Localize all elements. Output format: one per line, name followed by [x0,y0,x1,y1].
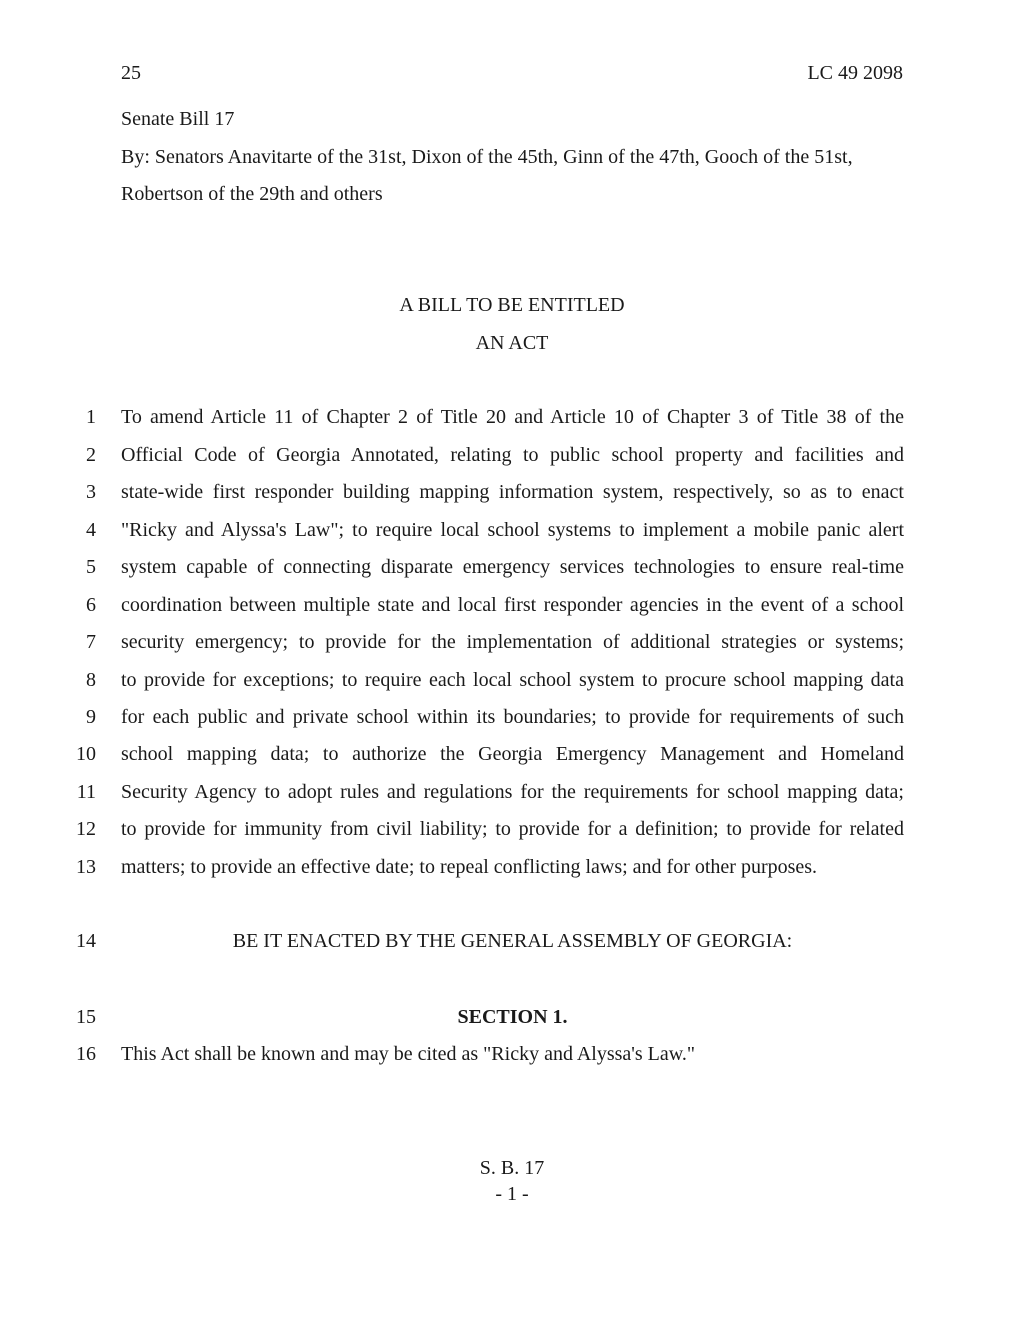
line-text: for each public and private school within its boundaries; to provide for requirements of such [121,706,904,728]
body-line [0,594,1024,620]
section-heading: SECTION 1. [457,1006,568,1028]
body-line [0,519,1024,545]
line-number: 15 [76,1006,96,1028]
line-text: system capable of connecting disparate emergency services technologies to ensure real-time [121,556,904,578]
section-heading-line [0,1006,1024,1032]
body-line [0,818,1024,844]
line-number: 13 [76,856,96,878]
line-number: 16 [76,1043,96,1065]
line-number: 6 [86,594,96,616]
line-number: 1 [86,406,96,428]
line-number: 10 [76,743,96,765]
line-number: 14 [76,930,96,952]
line-text: Official Code of Georgia Annotated, relating to public school property and facilities and [121,444,904,466]
body-line [0,1043,1024,1069]
line-text: Security Agency to adopt rules and regulations for the requirements for school mapping data; [121,781,904,803]
body-line [0,669,1024,695]
line-number: 3 [86,481,96,503]
line-text: This Act shall be known and may be cited as "Ricky and Alyssa's Law." [121,1043,696,1065]
bill-sponsors-line-2: Robertson of the 29th and others [121,183,383,205]
body-line [0,631,1024,657]
footer-page-number: - 1 - [495,1183,529,1205]
body-line [0,706,1024,732]
body-line [0,406,1024,432]
line-number: 7 [86,631,96,653]
enacting-clause: BE IT ENACTED BY THE GENERAL ASSEMBLY OF GEORGIA: [232,930,793,952]
line-text: school mapping data; to authorize the Georgia Emergency Management and Homeland [121,743,904,765]
bill-name: Senate Bill 17 [121,108,235,130]
line-number: 2 [86,444,96,466]
line-text: state-wide first responder building mapping information system, respectively, so as to enact [121,481,904,503]
line-text: security emergency; to provide for the implementation of additional strategies or systems; [121,631,904,653]
line-number: 12 [76,818,96,840]
line-number: 9 [86,706,96,728]
line-text: to provide for exceptions; to require each local school system to procure school mapping data [121,669,904,691]
header-document-code: LC 49 2098 [807,62,903,84]
body-line [0,444,1024,470]
line-number: 11 [76,781,96,803]
line-text: to provide for immunity from civil liability; to provide for a definition; to provide for related [121,818,904,840]
line-text: matters; to provide an effective date; to repeal conflicting laws; and for other purposes. [121,856,818,878]
line-number: 5 [86,556,96,578]
line-number: 4 [86,519,96,541]
line-number: 8 [86,669,96,691]
bill-sponsors-line-1: By: Senators Anavitarte of the 31st, Dixon of the 45th, Ginn of the 47th, Gooch of the 51st, [121,146,853,168]
line-text: To amend Article 11 of Chapter 2 of Title 20 and Article 10 of Chapter 3 of Title 38 of the [121,406,904,428]
bill-title-line-1: A BILL TO BE ENTITLED [399,294,625,316]
body-line [0,743,1024,769]
body-line [0,481,1024,507]
line-text: coordination between multiple state and local first responder agencies in the event of a school [121,594,904,616]
body-line [0,856,1024,882]
enacting-clause-line [0,930,1024,956]
footer-bill-reference: S. B. 17 [479,1157,545,1179]
body-line [0,781,1024,807]
body-line [0,556,1024,582]
bill-title-line-2: AN ACT [475,332,549,354]
header-page-number: 25 [121,62,141,84]
line-text: "Ricky and Alyssa's Law"; to require local school systems to implement a mobile panic alert [121,519,904,541]
